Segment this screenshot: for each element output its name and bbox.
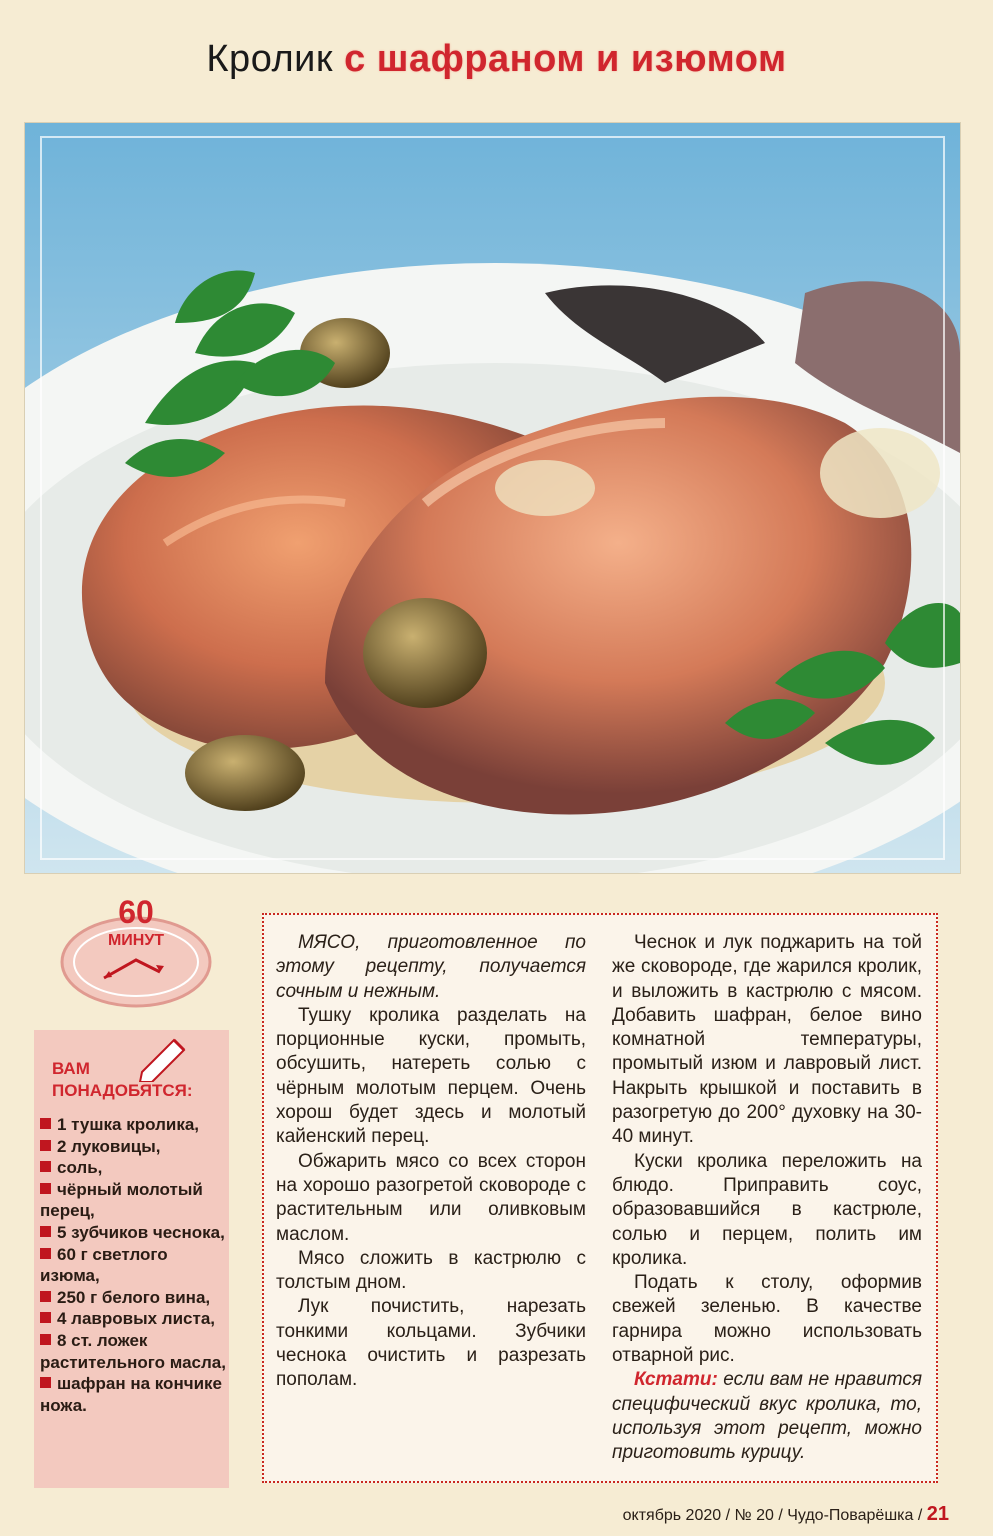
bullet-square-icon — [40, 1377, 51, 1388]
page-footer — [623, 1503, 949, 1526]
bullet-square-icon — [40, 1334, 51, 1345]
ingredients-heading — [52, 1058, 222, 1102]
recipe-lead: МЯСО, приготовленное по этому рецепту, получается сочным и нежным. — [276, 932, 586, 1002]
list-item: 60 г светлого изюма, — [40, 1244, 168, 1286]
list-item: 2 луковицы, — [40, 1136, 232, 1158]
bullet-square-icon — [40, 1161, 51, 1172]
bullet-square-icon — [40, 1140, 51, 1151]
recipe-tip — [612, 1368, 922, 1465]
bullet-square-icon — [40, 1248, 51, 1259]
page-number: 21 — [926, 1503, 949, 1525]
bullet-square-icon — [40, 1226, 51, 1237]
list-item: соль, — [40, 1157, 232, 1179]
recipe-paragraph: Тушку кролика разделать на порционные куски, промыть, обсушить, натереть солью с чёрным молотым перцем. Очень хорош будет здесь и молотый кайенский перец. — [276, 1004, 586, 1148]
ingredients-list — [40, 1114, 232, 1416]
recipe-paragraph: Подать к столу, оформив свежей зеленью. В качестве гарнира можно использовать отварной рис. — [612, 1272, 922, 1367]
bullet-square-icon — [40, 1118, 51, 1129]
recipe-paragraph: Куски кролика переложить на блюдо. Приправить соус, образовавшийся в кастрюле, солью и перцем, полить им кролика. — [612, 1150, 922, 1269]
list-item: 1 тушка кролика, — [40, 1114, 232, 1136]
recipe-column-2 — [612, 931, 922, 1466]
cooking-time-value: 60 — [118, 894, 154, 930]
recipe-paragraph: Лук почистить, нарезать тонкими кольцами. Зубчики чеснока очистить и разрезать пополам. — [276, 1296, 586, 1391]
title-part2: с шафраном и изюмом — [344, 38, 787, 80]
recipe-paragraph: Мясо сложить в кастрюлю с толстым дном. — [276, 1247, 586, 1294]
dish-photo-illustration — [25, 123, 960, 873]
recipe-box — [262, 913, 938, 1483]
cooking-time-badge — [56, 890, 216, 1010]
bullet-square-icon — [40, 1183, 51, 1194]
list-item: 8 ст. ложек растительного масла, — [40, 1330, 226, 1372]
list-item: 250 г белого вина, — [40, 1287, 232, 1309]
tip-label: Кстати: — [634, 1369, 718, 1391]
bullet-square-icon — [40, 1291, 51, 1302]
recipe-column-1 — [276, 931, 586, 1393]
ingredients-heading-line2: ПОНАДОБЯТСЯ: — [52, 1081, 193, 1100]
list-item: чёрный молотый перец, — [40, 1179, 203, 1221]
ingredients-heading-line1: ВАМ — [52, 1059, 90, 1078]
recipe-paragraph: Обжарить мясо со всех сторон на хорошо разогретой сковороде с растительным или оливковым маслом. — [276, 1150, 586, 1245]
cooking-time-unit: МИНУТ — [107, 932, 165, 949]
dish-photo — [24, 122, 961, 874]
recipe-paragraph: Чеснок и лук поджарить на той же сковороде, где жарился кролик, и выложить в кастрюлю с мясом. Добавить шафран, белое вино комнатной температуры, промытый изюм и лавровый лист. Накрыть крышкой и поставить в разогретую до 200° духовку на 30-40 минут. — [612, 932, 922, 1148]
list-item: 4 лавровых листа, — [40, 1308, 232, 1330]
bullet-square-icon — [40, 1312, 51, 1323]
title-part1: Кролик — [206, 38, 334, 80]
list-item: 5 зубчиков чеснока, — [40, 1222, 232, 1244]
footer-issue: октябрь 2020 / № 20 / Чудо-Поварёшка / — [622, 1507, 923, 1524]
tip-text: если вам не нравится специфический вкус кролика, то, используя этот рецепт, можно приготовить курицу. — [612, 1369, 922, 1464]
ingredients-panel — [34, 1030, 229, 1488]
list-item: шафран на кончике ножа. — [40, 1374, 222, 1415]
page-title — [0, 38, 993, 81]
